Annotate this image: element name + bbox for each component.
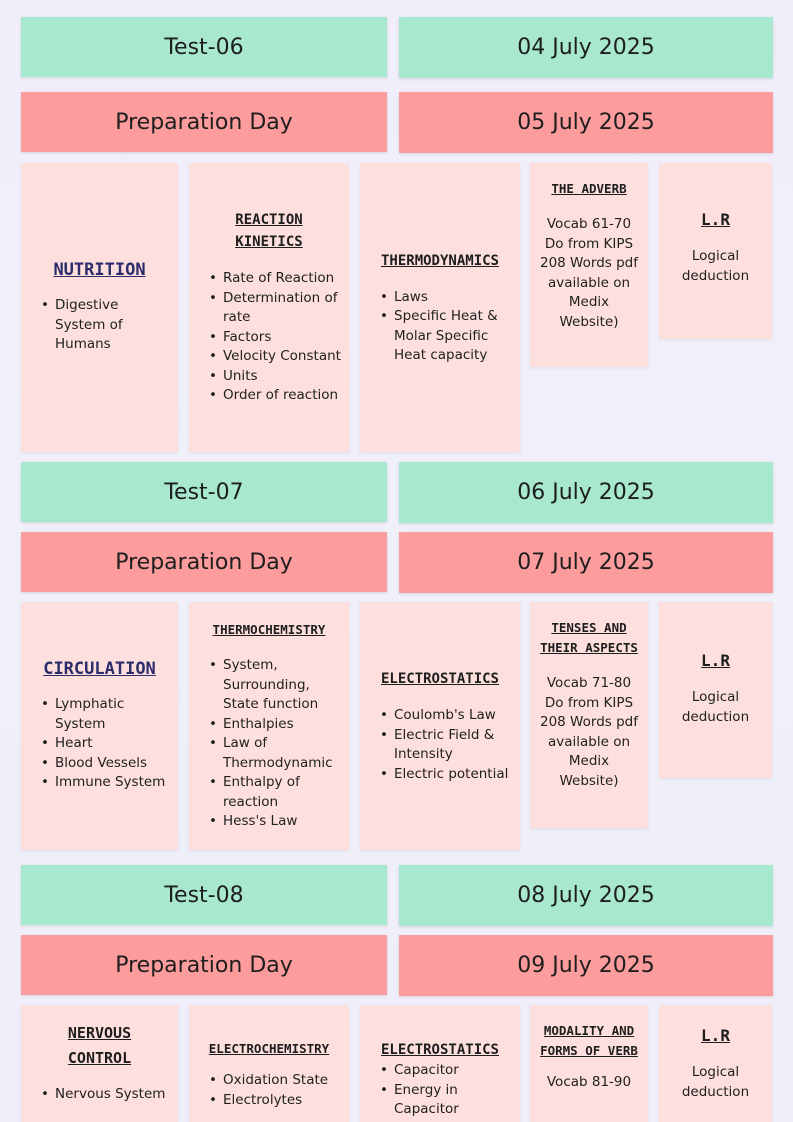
prep-date-text: 09 July 2025 xyxy=(517,953,655,978)
list-item: • Digestive System of Humans xyxy=(41,296,170,355)
list-item: • Electric potential xyxy=(380,765,512,785)
physics-title: ELECTROSTATICS xyxy=(380,1042,499,1058)
chemistry-title-line2: KINETICS xyxy=(235,234,303,251)
english-card xyxy=(530,1005,648,1122)
english-text: Vocab 71-80 Do from KIPS 208 Words pdf available on Medix Website) xyxy=(540,675,638,789)
lr-title: L.R xyxy=(701,1026,730,1045)
prep-date-text: 05 July 2025 xyxy=(517,110,655,135)
biology-topics xyxy=(29,296,170,355)
list-item: • Capacitor xyxy=(380,1061,512,1081)
test-06-date xyxy=(399,17,773,78)
biology-card xyxy=(21,1005,178,1122)
english-text: Vocab 61-70 Do from KIPS 208 Words pdf available on Medix Website) xyxy=(540,216,638,330)
prep-day-label xyxy=(21,532,387,592)
chemistry-card xyxy=(189,163,349,452)
english-title-line2: THEIR ASPECTS xyxy=(540,640,638,655)
prep-day-label xyxy=(21,935,387,995)
english-card xyxy=(530,602,648,828)
test-date-text: 06 July 2025 xyxy=(517,480,655,505)
list-item: • Enthalpy of reaction xyxy=(209,773,341,812)
physics-card xyxy=(360,1005,520,1122)
biology-card xyxy=(21,163,178,452)
chemistry-title-line1: REACTION xyxy=(235,212,303,229)
english-title-line1: TENSES AND xyxy=(551,620,627,635)
list-item: • Oxidation State xyxy=(209,1071,328,1091)
physics-topics xyxy=(368,706,512,784)
chemistry-title: ELECTROCHEMISTRY xyxy=(208,1041,330,1056)
list-item: • Laws xyxy=(380,288,512,308)
english-title: THE ADVERB xyxy=(551,181,627,196)
list-item: • Heart xyxy=(41,734,170,754)
chemistry-topics xyxy=(197,269,341,406)
biology-title-line1: NERVOUS xyxy=(67,1024,132,1042)
list-item: • Hess's Law xyxy=(209,812,341,832)
test-07-date xyxy=(399,462,773,523)
chemistry-title: THERMOCHEMISTRY xyxy=(212,622,326,638)
list-item: • Nervous System xyxy=(41,1085,165,1105)
test-date-text: 08 July 2025 xyxy=(517,883,655,908)
english-title-line1: MODALITY AND xyxy=(543,1023,635,1038)
english-title-line2: FORMS OF VERB xyxy=(540,1043,638,1058)
test-08-label xyxy=(21,865,387,925)
lr-card xyxy=(659,1005,772,1122)
test-label-text: Test-06 xyxy=(164,34,244,60)
physics-card xyxy=(360,163,520,452)
list-item: • Electric Field & Intensity xyxy=(380,726,512,765)
list-item: • Determination of rate xyxy=(209,289,341,328)
test-08-date xyxy=(399,865,773,926)
lr-text: Logical deduction xyxy=(681,1064,750,1100)
list-item: • Enthalpies xyxy=(209,715,341,735)
biology-card xyxy=(21,602,178,850)
list-item: • Units xyxy=(209,367,341,387)
list-item: • Energy in Capacitor xyxy=(380,1081,512,1120)
prep-label-text: Preparation Day xyxy=(115,549,293,575)
lr-card xyxy=(659,163,772,339)
physics-topics xyxy=(368,1061,512,1120)
list-item: • Law of Thermodynamic xyxy=(209,734,341,773)
biology-topics xyxy=(29,1085,165,1105)
lr-text: Logical deduction xyxy=(681,689,750,725)
lr-title: L.R xyxy=(701,210,730,229)
biology-title: NUTRITION xyxy=(53,259,146,280)
prep-label-text: Preparation Day xyxy=(115,952,293,978)
lr-card xyxy=(659,602,772,778)
chemistry-topics xyxy=(197,1071,328,1110)
chemistry-card xyxy=(189,602,349,850)
test-label-text: Test-07 xyxy=(164,479,244,505)
list-item: • System, Surrounding, State function xyxy=(209,656,341,715)
list-item: • Coulomb's Law xyxy=(380,706,512,726)
list-item: • Lymphatic System xyxy=(41,695,170,734)
lr-title: L.R xyxy=(701,651,730,670)
test-06-label xyxy=(21,17,387,77)
test-date-text: 04 July 2025 xyxy=(517,35,655,60)
prep-day-date xyxy=(399,532,773,593)
physics-title: THERMODYNAMICS xyxy=(380,252,499,269)
prep-day-date xyxy=(399,92,773,153)
list-item: • Blood Vessels xyxy=(41,754,170,774)
lr-text: Logical deduction xyxy=(681,248,750,284)
english-card xyxy=(530,163,648,367)
physics-card xyxy=(360,602,520,850)
prep-label-text: Preparation Day xyxy=(115,109,293,135)
prep-day-label xyxy=(21,92,387,152)
physics-topics xyxy=(368,288,512,366)
list-item: • Velocity Constant xyxy=(209,347,341,367)
prep-date-text: 07 July 2025 xyxy=(517,550,655,575)
biology-title: CIRCULATION xyxy=(43,658,156,679)
chemistry-card xyxy=(189,1005,349,1122)
list-item: • Electrolytes xyxy=(209,1091,328,1111)
test-label-text: Test-08 xyxy=(164,882,244,908)
list-item: • Immune System xyxy=(41,773,170,793)
biology-title-line2: CONTROL xyxy=(67,1049,132,1067)
biology-topics xyxy=(29,695,170,793)
list-item: • Specific Heat & Molar Specific Heat capacity xyxy=(380,307,512,366)
physics-title: ELECTROSTATICS xyxy=(380,671,499,687)
chemistry-topics xyxy=(197,656,341,832)
prep-day-date xyxy=(399,935,773,996)
list-item: • Order of reaction xyxy=(209,386,341,406)
test-07-label xyxy=(21,462,387,522)
list-item: • Factors xyxy=(209,328,341,348)
english-text: Vocab 81-90 xyxy=(546,1074,632,1090)
list-item: • Rate of Reaction xyxy=(209,269,341,289)
